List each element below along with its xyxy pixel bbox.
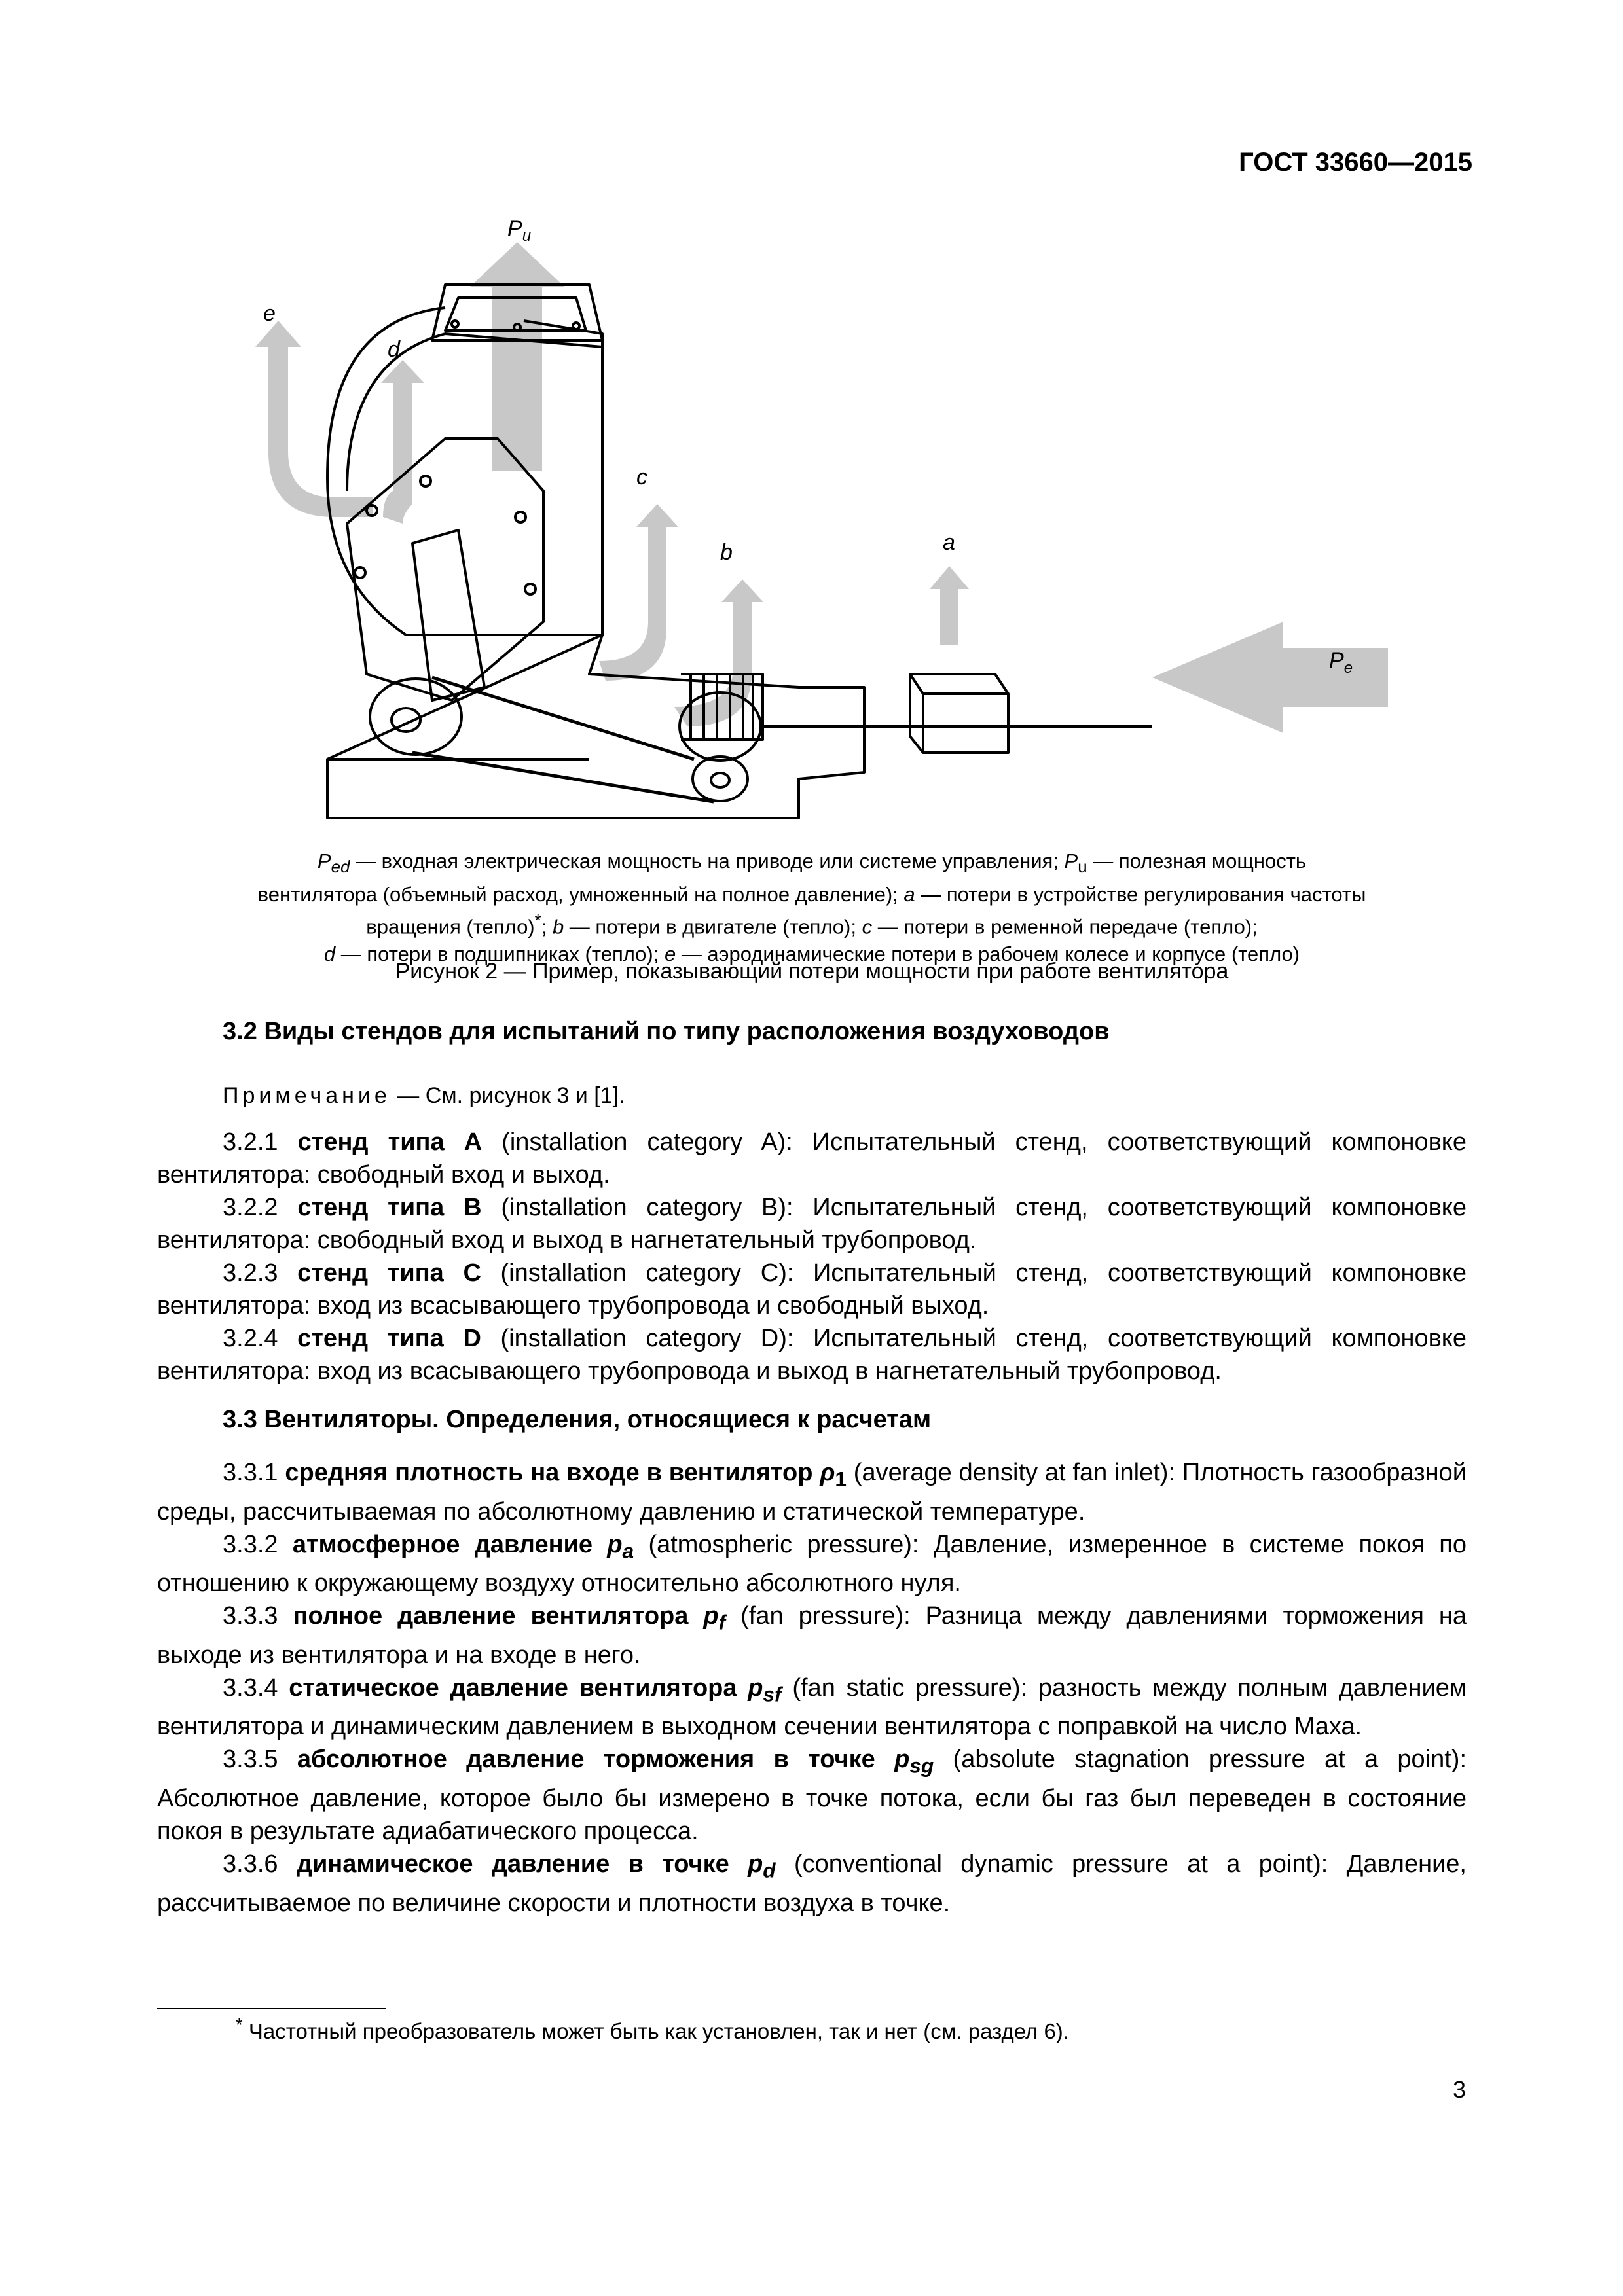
definition-3-2-2: 3.2.2 стенд типа B (installation category B): Испытательный стенд, соответствующий компоновке вентилятора: свободный вход и выход в нагнетательный трубопровод. bbox=[157, 1194, 1467, 1254]
arrow-d bbox=[383, 380, 412, 524]
figure-legend: $P_{ed}$ — входная электрическая мощность на приводе или системе управления; $P_u$ — полезная мощность вентилятора (объемный расход, умноженный на полное давление); a — потери в устройстве регулирования частоты вращения (тепло)*; b — потери в двигателе (тепло); c — потери в ременной передаче (тепло); d — потери в подшипниках (тепло); e — аэродинамические потери в рабочем колесе и корпусе (тепло) bbox=[257, 850, 1366, 965]
bearing-plate bbox=[347, 439, 543, 700]
document-code: ГОСТ 33660—2015 bbox=[1239, 148, 1472, 177]
footnote-rule bbox=[157, 2008, 386, 2009]
arrow-a-shaft bbox=[940, 586, 958, 645]
definition-3-3-1: 3.3.1 средняя плотность на входе в вентилятор $\rho_1$ (average density at fan inlet): Плотность газообразной среды, рассчитываемая по абсолютному давлению и статической температуре. bbox=[157, 1459, 1467, 1526]
definition-3-3-6: 3.3.6 динамическое давление в точке $p_d$ (conventional dynamic pressure at a point): Давление, рассчитываемое по величине скорости и плотности воздуха в точке. bbox=[157, 1850, 1467, 1917]
figure-caption: Рисунок 2 — Пример, показывающий потери мощности при работе вентилятора bbox=[395, 959, 1229, 984]
arrow-pu bbox=[470, 242, 564, 471]
fan-housing bbox=[327, 308, 602, 635]
label-b: b bbox=[720, 540, 733, 565]
note-label: Примечание bbox=[223, 1083, 391, 1108]
note bbox=[223, 1083, 625, 1109]
section-3-3-items bbox=[157, 1456, 1467, 1920]
definition-3-2-4: 3.2.4 стенд типа D (installation category D): Испытательный стенд, соответствующий компоновке вентилятора: вход из всасывающего трубопровода и выход в нагнетательный трубопровод. bbox=[157, 1325, 1467, 1385]
definition-3-2-1: 3.2.1 стенд типа A (installation category A): Испытательный стенд, соответствующий компоновке вентилятора: свободный вход и выход. bbox=[157, 1128, 1467, 1189]
definition-3-3-2: 3.3.2 атмосферное давление $p_a$ (atmospheric pressure): Давление, измеренное в системе покоя по отношению к окружающему воздуху относительно абсолютного нуля. bbox=[157, 1530, 1467, 1598]
section-3-3-heading: 3.3 Вентиляторы. Определения, относящиеся к расчетам bbox=[223, 1406, 932, 1433]
note-text: — См. рисунок 3 и [1]. bbox=[390, 1083, 625, 1108]
arrow-c bbox=[599, 524, 666, 681]
definition-3-3-5: 3.3.5 абсолютное давление торможения в точке $p_{sg}$ (absolute stagnation pressure at a point): Абсолютное давление, которое было бы измерено в точке потока, если бы газ был переведен в состояние покоя в результате адиабатического процесса. bbox=[157, 1746, 1467, 1845]
label-c: c bbox=[636, 465, 647, 490]
definition-3-3-4: 3.3.4 статическое давление вентилятора $p_{sf}$ (fan static pressure): разность между полным давлением вентилятора и динамическим давлением в выходном сечении вентилятора с поправкой на число Маха. bbox=[157, 1674, 1467, 1741]
label-d: d bbox=[388, 337, 400, 362]
motor-pulley bbox=[693, 757, 748, 801]
arrow-pe bbox=[1152, 622, 1388, 733]
page-number: 3 bbox=[1452, 2076, 1466, 2103]
frequency-converter bbox=[910, 674, 1008, 753]
arrow-a-head bbox=[930, 566, 969, 589]
label-a: a bbox=[943, 530, 955, 555]
section-3-2-items bbox=[157, 1126, 1467, 1388]
section-3-2-heading: 3.2 Виды стендов для испытаний по типу расположения воздуховодов bbox=[223, 1018, 1110, 1045]
arrow-e bbox=[268, 344, 373, 517]
label-pu: $P_u$ bbox=[507, 216, 532, 245]
definition-3-3-3: 3.3.3 полное давление вентилятора $p_f$ (fan pressure): Разница между давлениями торможения на выходе из вентилятора и на входе в него. bbox=[157, 1602, 1467, 1669]
footnote: * Частотный преобразователь может быть как установлен, так и нет (см. раздел 6). bbox=[236, 2015, 1069, 2043]
definition-3-2-3: 3.2.3 стенд типа C (installation category C): Испытательный стенд, соответствующий компоновке вентилятора: вход из всасывающего трубопровода и свободный выход. bbox=[157, 1259, 1467, 1319]
label-pe: $P_e$ bbox=[1329, 648, 1353, 677]
label-e: e bbox=[263, 301, 276, 326]
fan-power-loss-figure bbox=[236, 216, 1401, 831]
